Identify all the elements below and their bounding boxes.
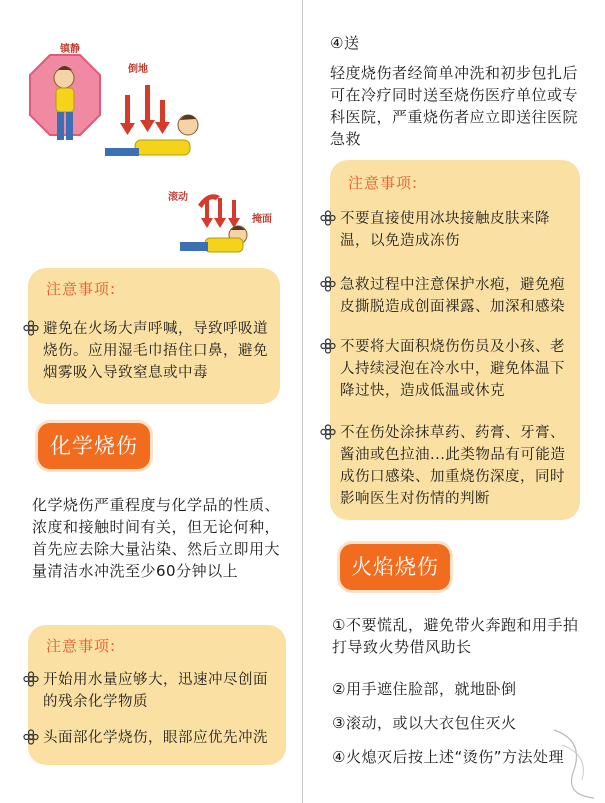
note-card-smoke [28,268,280,404]
note-item-text: 开始用水量应够大，迅速冲尽创面的残余化学物质 [43,672,268,710]
corner-flourish-icon [544,720,604,800]
note-item [340,208,576,252]
section-title-flame-burn: 火焰烧伤 [340,544,450,590]
section-title-chemical-burn: 化学烧伤 [38,423,150,469]
flame-step-1: ①不要慌乱，避免带火奔跑和用手拍打导致火势借风助长 [332,616,579,656]
note-item-text: 不要直接使用冰块接触皮肤来降温，以免造成冻伤 [340,211,550,249]
flower-bullet-icon [320,276,336,292]
down-arrow-icon [120,85,170,135]
chemical-burn-body: 化学烧伤严重程度与化学品的性质、浓度和接触时间有关，但无论何种，首先应去除大量沾染、然后立即用大量清洁水冲洗至少60分钟以上 [32,496,281,580]
note-title: 注意事项: [46,280,117,298]
right-panel [304,0,605,803]
illus-label-cover-face: 掩面 [252,214,272,225]
flower-bullet-icon [320,338,336,354]
note-item [43,318,275,384]
flower-bullet-icon [23,729,39,745]
note-item-text: 不要将大面积烧伤伤员及小孩、老人持续浸泡在冷水中，避免体温下降过快，造成低温或休克 [340,339,565,399]
note-item [340,422,576,510]
note-item-text: 急救过程中注意保护水疱，避免疱皮撕脱造成创面裸露、加深和感染 [340,277,565,315]
note-item-text: 避免在火场大声呼喊，导致呼吸道烧伤。应用湿毛巾捂住口鼻，避免烟雾吸入导致窒息或中毒 [43,321,268,381]
send-body: 轻度烧伤者经简单冲洗和初步包扎后可在冷疗同时送至烧伤医疗单位或专科医院，严重烧伤者应立即送往医院急救 [330,64,579,148]
flame-step-3: ③滚动，或以大衣包住灭火 [332,714,517,732]
illus-label-calm: 镇静 [60,44,80,55]
note-item [43,669,281,713]
note-item-text: 头面部化学烧伤，眼部应优先冲洗 [43,730,268,746]
fire-safety-illustration [0,0,303,265]
note-item [43,727,281,749]
note-card-chemical [28,625,286,765]
flame-step-4: ④火熄灭后按上述“烫伤”方法处理 [332,748,564,766]
note-card-cautions [330,160,580,520]
note-item-text: 不在伤处涂抹草药、药膏、牙膏、酱油或色拉油...此类物品有可能造成伤口感染、加重烧伤深度，同时影响医生对伤情的判断 [340,425,566,507]
note-title: 注意事项: [348,174,419,192]
flower-bullet-icon [320,424,336,440]
note-item [340,274,576,318]
note-item [340,336,576,402]
illus-label-drop: 倒地 [128,64,148,75]
flower-bullet-icon [23,671,39,687]
illus-label-roll: 滚动 [168,192,188,203]
flame-step-2: ②用手遮住脸部，就地卧倒 [332,680,517,698]
flower-bullet-icon [320,210,336,226]
flower-bullet-icon [23,320,39,336]
send-heading: ④送 [330,34,360,52]
roll-arrow-icon [198,194,240,228]
note-title: 注意事项: [46,637,117,655]
